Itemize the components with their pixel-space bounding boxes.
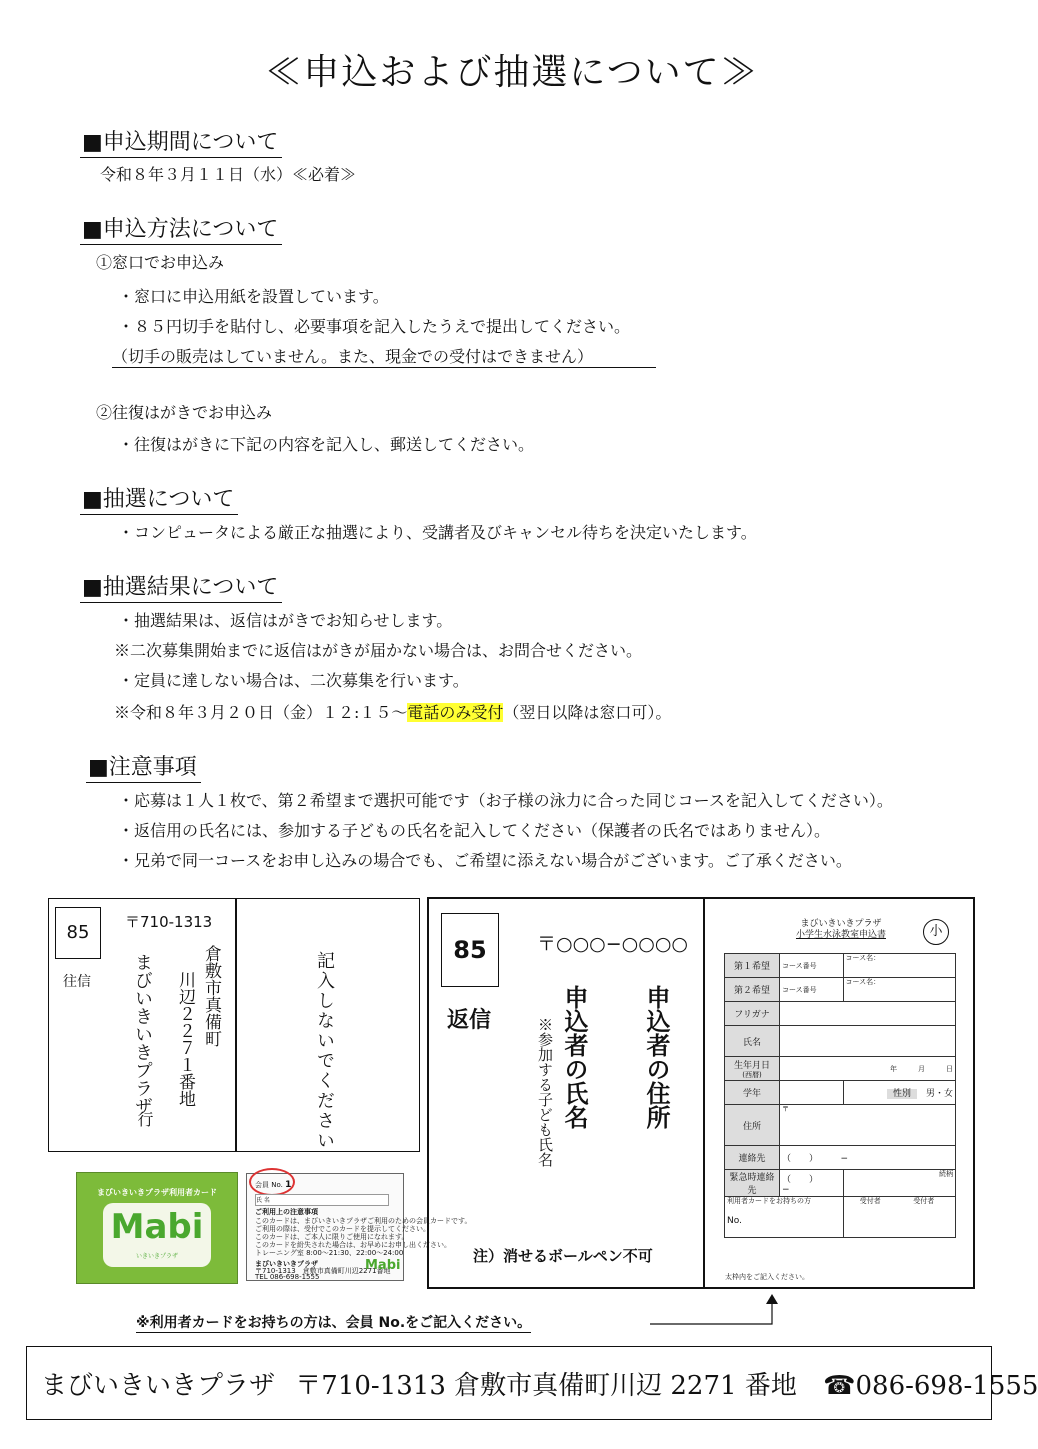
section-heading-lottery: ■抽選について <box>80 482 238 515</box>
form-birth-label: 生年月日 <box>733 1061 770 1071</box>
form-card-no: No. <box>727 1216 742 1226</box>
result-phone-pre: ※令和８年３月２０日（金）１２:１５～ <box>114 703 408 722</box>
form-year: 年 <box>890 1064 897 1073</box>
form-label: 緊急時連絡先 <box>725 1170 780 1197</box>
mabi-logo: Mabi <box>110 1207 204 1247</box>
form-birth-sub: (西暦) <box>742 1071 762 1079</box>
member-footer-org: まびいきいきプラザ <box>255 1260 318 1268</box>
outgoing-postcard <box>48 898 420 1152</box>
form-label: 第１希望 <box>725 954 780 978</box>
member-name-field: 氏 名 <box>255 1194 389 1206</box>
form-label: フリガナ <box>725 1002 780 1026</box>
result-line: ・抽選結果は、返信はがきでお知らせします。 <box>118 611 453 630</box>
outgoing-postal: 〒710-1313 <box>125 913 213 931</box>
form-badge: 小 <box>923 919 949 945</box>
member-no-label: 会員 No. <box>255 1181 283 1189</box>
form-month: 月 <box>918 1064 925 1073</box>
form-emergency-field[interactable]: （ ） − <box>780 1170 844 1197</box>
member-card-front <box>76 1172 238 1284</box>
form-label <box>725 1057 780 1081</box>
form-footnote: 太枠内をご記入ください。 <box>725 1273 809 1281</box>
form-birth-field[interactable] <box>780 1057 956 1081</box>
method-sub1: ①窓口でお申込み <box>96 253 225 272</box>
form-label: 第２希望 <box>725 978 780 1002</box>
footer-line <box>41 1365 1038 1402</box>
form-label: 氏名 <box>725 1026 780 1057</box>
reply-postal: 〒○○○−○○○○ <box>537 933 688 955</box>
form-card-owner-label: 利用者カードをお持ちの方 <box>727 1197 811 1205</box>
form-course-no[interactable]: コース番号 <box>780 954 844 978</box>
result-phone-post: （翌日以降は窓口可）。 <box>503 703 672 722</box>
form-course-name[interactable]: コース名： <box>843 954 955 978</box>
form-receipt2: 受付者 <box>913 1197 935 1205</box>
footer-address: 〒710-1313 倉敷市真備町川辺 2271 番地 <box>295 1371 797 1401</box>
method-line: ・８５円切手を貼付し、必要事項を記入したうえで提出してください。 <box>118 317 631 336</box>
card-note: ※利用者カードをお持ちの方は、会員 No.をご記入ください。 <box>136 1312 531 1333</box>
member-notice-item: トレーニング室 8:00～21:30、22:00～24:00 <box>255 1249 404 1257</box>
member-notice-item: このカードは、ご本人に限りご使用になれます。 <box>255 1233 409 1241</box>
form-relation-field[interactable]: 続柄 <box>843 1170 955 1197</box>
form-address-field[interactable]: 〒 <box>780 1105 956 1146</box>
method-line: ・窓口に申込用紙を設置しています。 <box>118 287 389 306</box>
reply-postcard <box>427 897 975 1289</box>
section-heading-result: ■抽選結果について <box>80 570 282 603</box>
outgoing-address: 倉敷市真備町 <box>201 945 221 1047</box>
form-row-contact <box>725 1146 956 1170</box>
phone-only-highlight: 電話のみ受付 <box>407 703 504 722</box>
postcard-divider <box>235 899 237 1151</box>
method-sub2: ②往復はがきでお申込み <box>96 403 273 422</box>
form-gender-cell[interactable] <box>843 1081 955 1105</box>
period-line: 令和８年３月１１日（水）≪必着≫ <box>100 165 357 184</box>
method-line: ・往復はがきに下記の内容を記入し、郵送してください。 <box>118 435 535 454</box>
form-course-no[interactable]: コース番号 <box>780 978 844 1002</box>
form-label: 学年 <box>725 1081 780 1105</box>
reply-stamp-box: 85 <box>441 913 499 987</box>
page-title: ≪申込および抽選について≫ <box>265 52 759 93</box>
form-row-card <box>725 1197 956 1238</box>
method-note: （切手の販売はしていません。また、現金での受付はできません） <box>112 344 656 368</box>
member-card-back <box>246 1173 472 1281</box>
form-day: 日 <box>946 1064 953 1073</box>
footer-org: まびいきいきプラザ <box>41 1371 276 1401</box>
form-receipt1: 受付者 <box>859 1197 881 1205</box>
footer-box <box>26 1346 1038 1420</box>
form-row-birth <box>725 1057 956 1081</box>
arrow-icon <box>640 1294 780 1330</box>
notes-line: ・兄弟で同一コースをお申し込みの場合でも、ご希望に添えない場合がございます。ご了承ください。 <box>118 851 852 870</box>
section-heading-notes: ■注意事項 <box>86 750 201 783</box>
reply-name-note: ※参加する子ども氏名 <box>536 1017 554 1167</box>
reply-name: 申込者の氏名 <box>560 985 588 1129</box>
form-gender-value: 男・女 <box>925 1089 953 1099</box>
form-row-choice1 <box>725 954 956 978</box>
member-card-logo-panel <box>103 1203 211 1267</box>
section-heading-method: ■申込方法について <box>80 212 282 245</box>
outgoing-label: 往信 <box>63 974 91 990</box>
form-gender-label: 性別 <box>887 1089 917 1099</box>
member-footer-addr: 〒710-1313 倉敷市真備町川辺2271番地 <box>255 1267 391 1275</box>
notes-line: ・返信用の氏名には、参加する子どもの氏名を記入してください（保護者の氏名ではありません）。 <box>118 821 831 840</box>
result-line: ※二次募集開始までに返信はがきが届かない場合は、お問合せください。 <box>114 641 643 660</box>
member-footer-tel: TEL 086-698-1555 <box>255 1273 320 1281</box>
reply-label: 返信 <box>447 1008 492 1033</box>
member-card-title: まびいきいきプラザ利用者カード <box>97 1188 217 1197</box>
form-row-name <box>725 1026 956 1057</box>
form-grade-field[interactable] <box>780 1081 844 1105</box>
outgoing-suffix: 行 <box>135 1111 154 1127</box>
reply-footer: 注）消せるボールペン不可 <box>473 1247 653 1265</box>
member-footer-logo: Mabi <box>365 1258 401 1273</box>
stamp-box: 85 <box>55 907 101 959</box>
member-notice-title: ご利用上の注意事項 <box>255 1208 318 1216</box>
form-row-furigana <box>725 1002 956 1026</box>
form-label: 住所 <box>725 1105 780 1146</box>
notes-line: ・応募は１人１枚で、第２希望まで選択可能です（お子様の泳力に合った同じコースを記入してください）。 <box>118 791 893 810</box>
reply-address: 申込者の住所 <box>642 985 670 1129</box>
form-label: 連絡先 <box>725 1146 780 1170</box>
form-contact-field[interactable]: （ ） − <box>780 1146 956 1170</box>
outgoing-address2: 川辺２２７１番地 <box>175 971 195 1107</box>
member-notice-item: ご利用の際は、受付でこのカードを提示してください。 <box>255 1225 430 1233</box>
form-row-grade <box>725 1081 956 1105</box>
section-heading-period: ■申込期間について <box>80 125 282 158</box>
outgoing-recipient: まびいきいきプラザ <box>132 953 153 1115</box>
member-no-circle <box>249 1168 295 1196</box>
form-row-choice2 <box>725 978 956 1002</box>
member-notice-list <box>255 1217 472 1257</box>
application-form <box>724 953 956 1238</box>
member-notice-item: このカードは、まびいきいきプラザご利用のための会員カードです。 <box>255 1217 472 1225</box>
form-org: まびいきいきプラザ <box>800 919 882 929</box>
form-card-owner[interactable] <box>725 1197 844 1238</box>
reply-divider <box>703 899 705 1287</box>
form-receipt-cell <box>843 1197 955 1238</box>
form-title: 小学生水泳教室申込書 <box>795 930 886 940</box>
result-phone-line <box>114 700 671 723</box>
member-no-value: 1 <box>285 1180 292 1190</box>
form-row-address <box>725 1105 956 1146</box>
form-furigana-field[interactable] <box>780 1002 956 1026</box>
member-notice-item: このカードを紛失された場合は、お早めにお申し出ください。 <box>255 1241 451 1249</box>
mabi-logo-sub: いきいきプラザ <box>135 1253 178 1260</box>
form-row-emergency <box>725 1170 956 1197</box>
footer-tel: ☎086-698-1555 <box>823 1371 1038 1401</box>
result-line: ・定員に達しない場合は、二次募集を行います。 <box>118 671 469 690</box>
form-name-field[interactable] <box>780 1026 956 1057</box>
form-course-name[interactable]: コース名： <box>843 978 955 1002</box>
outgoing-reverse-note: 記入しないでください <box>314 951 335 1151</box>
lottery-line: ・コンピュータによる厳正な抽選により、受講者及びキャンセル待ちを決定いたします。 <box>118 523 757 542</box>
